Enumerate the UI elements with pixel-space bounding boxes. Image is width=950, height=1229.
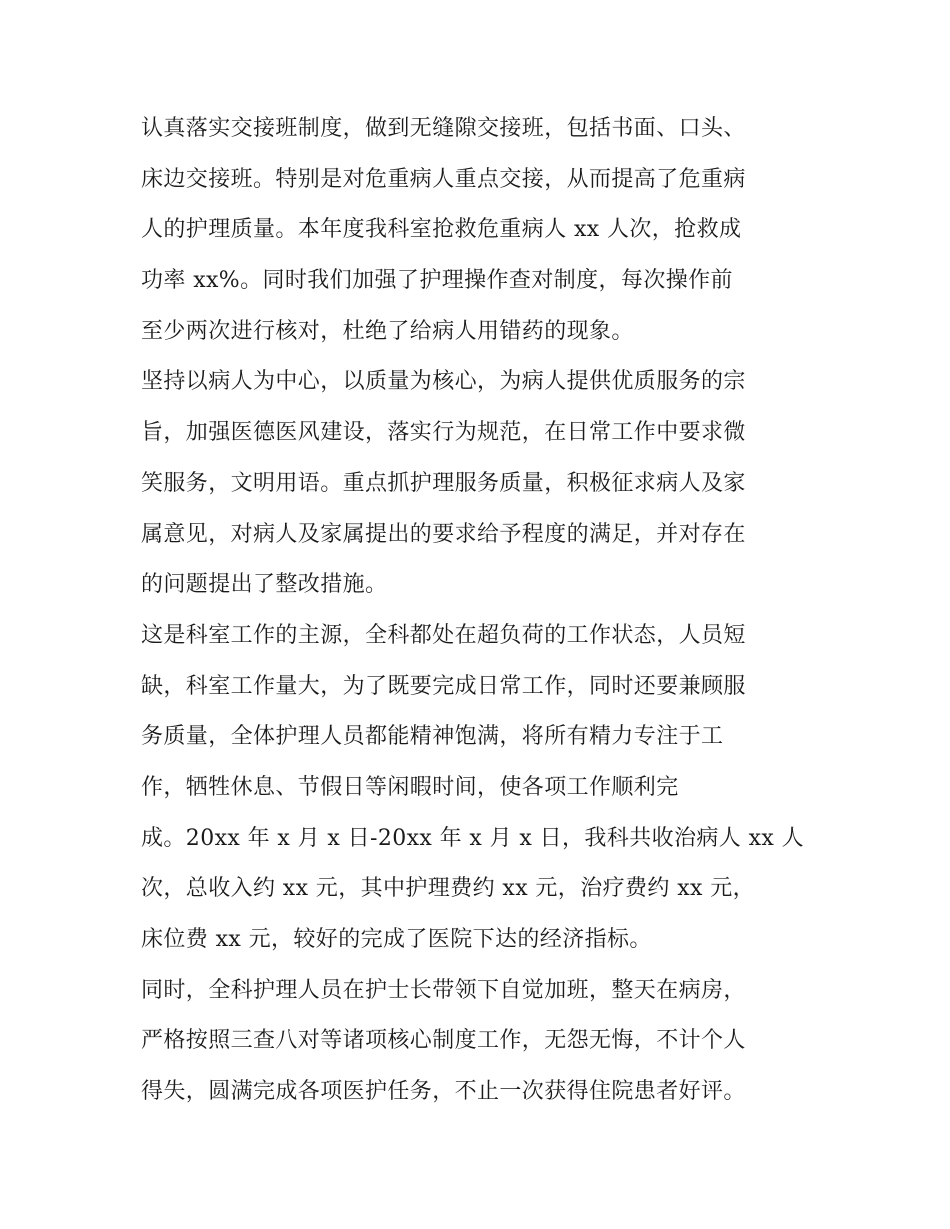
text-line: 缺，科室工作量大，为了既要完成日常工作，同时还要兼顾服 [141,673,746,699]
text-line: 笑服务，文明用语。重点抓护理服务质量，积极征求病人及家 [141,470,746,496]
text-line: 床边交接班。特别是对危重病人重点交接，从而提高了危重病 [141,166,746,192]
text-line: 务质量，全体护理人员都能精神饱满，将所有精力专注于工 [141,724,724,750]
text-line: 功率 xx%。同时我们加强了护理操作查对制度，每次操作前 [141,268,733,294]
text-line: 认真落实交接班制度，做到无缝隙交接班，包括书面、口头、 [141,116,746,141]
text-line: 床位费 xx 元，较好的完成了医院下达的经济指标。 [141,927,652,952]
text-line: 至少两次进行核对，杜绝了给病人用错药的现象。 [141,318,634,344]
text-line: 属意见，对病人及家属提出的要求给予程度的满足，并对存在 [141,521,746,547]
text-line: 同时，全科护理人员在护士长带领下自觉加班，整天在病房， [141,977,746,1003]
paragraph-overtime [141,966,821,1118]
document-body [141,104,821,1118]
text-line: 旨，加强医德医风建设，落实行为规范，在日常工作中要求微 [141,420,746,446]
text-line: 作，牺牲休息、节假日等闲暇时间，使各项工作顺利完 [141,774,679,800]
paragraph-handover [141,104,821,357]
text-line: 次，总收入约 xx 元，其中护理费约 xx 元，治疗费约 xx 元， [141,876,756,902]
text-line: 得失，圆满完成各项医护任务，不止一次获得住院患者好评。 [141,1079,746,1105]
text-line: 人的护理质量。本年度我科室抢救危重病人 xx 人次，抢救成 [141,217,742,243]
paragraph-patient-centered [141,357,821,610]
text-line: 成。20xx 年 x 月 x 日-20xx 年 x 月 x 日，我科共收治病人 xx 人 [141,825,805,851]
text-line: 坚持以病人为中心，以质量为核心，为病人提供优质服务的宗 [141,369,746,395]
paragraph-workload [141,611,821,966]
text-line: 这是科室工作的主源，全科都处在超负荷的工作状态，人员短 [141,622,746,648]
text-line: 的问题提出了整改措施。 [141,572,388,598]
text-line: 严格按照三查八对等诸项核心制度工作，无怨无悔，不计个人 [141,1028,746,1054]
